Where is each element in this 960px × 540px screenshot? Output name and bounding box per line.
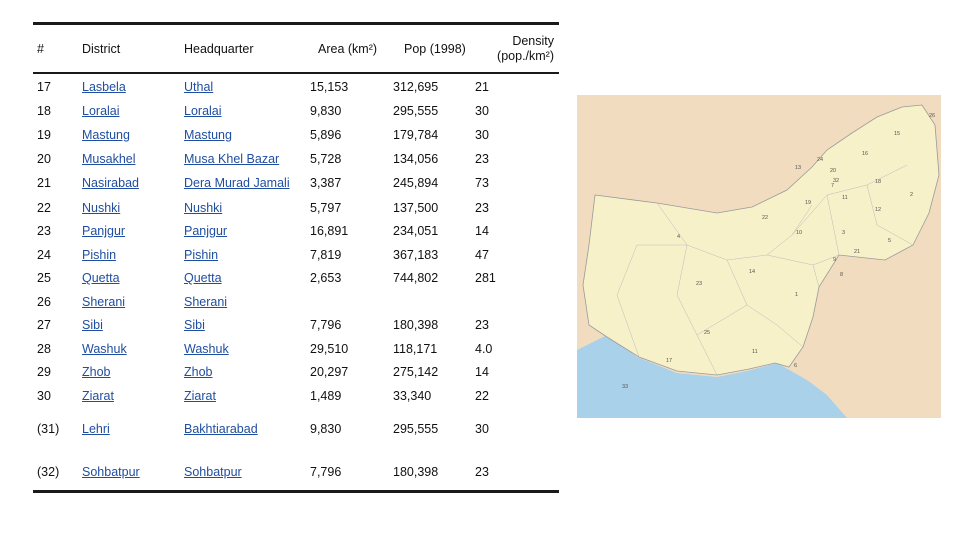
cell-district[interactable]: Nushki	[82, 201, 121, 215]
cell-district[interactable]: Lasbela	[82, 80, 126, 94]
cell-district[interactable]: Washuk	[82, 342, 127, 356]
header-density-line2: (pop./km²)	[497, 49, 554, 63]
cell-density: 23	[475, 465, 489, 479]
cell-density: 30	[475, 128, 489, 142]
map-district-number: 3	[842, 230, 846, 236]
cell-area: 5,797	[310, 201, 342, 215]
cell-headquarter[interactable]: Dera Murad Jamali	[184, 176, 290, 190]
cell-area: 9,830	[310, 422, 342, 436]
cell-density: 21	[475, 80, 489, 94]
cell-num: 18	[37, 104, 51, 118]
cell-pop: 295,555	[393, 104, 439, 118]
cell-district[interactable]: Quetta	[82, 271, 120, 285]
cell-num: 27	[37, 318, 51, 332]
cell-area: 3,387	[310, 176, 342, 190]
map-district-number: 20	[830, 168, 837, 174]
map-district-number: 14	[749, 269, 756, 275]
cell-num: 23	[37, 224, 51, 238]
cell-pop: 180,398	[393, 465, 439, 479]
cell-area: 1,489	[310, 389, 342, 403]
header-pop: Pop (1998)	[404, 42, 466, 56]
cell-num: 29	[37, 365, 51, 379]
cell-district[interactable]: Sohbatpur	[82, 465, 140, 479]
cell-density: 22	[475, 389, 489, 403]
cell-pop: 295,555	[393, 422, 439, 436]
cell-num: 24	[37, 248, 51, 262]
cell-num: 19	[37, 128, 51, 142]
map-district-number: 5	[888, 238, 892, 244]
header-headquarter: Headquarter	[184, 42, 254, 56]
cell-district[interactable]: Mastung	[82, 128, 130, 142]
header-area: Area (km²)	[318, 42, 378, 56]
cell-headquarter[interactable]: Quetta	[184, 271, 222, 285]
cell-area: 20,297	[310, 365, 349, 379]
cell-headquarter[interactable]: Panjgur	[184, 224, 228, 238]
map-district-number: 11	[752, 349, 758, 355]
cell-num: 25	[37, 271, 51, 285]
cell-num: 21	[37, 176, 51, 190]
cell-density: 30	[475, 422, 489, 436]
table-header-rule	[33, 72, 559, 74]
cell-area: 5,728	[310, 152, 342, 166]
cell-pop: 137,500	[393, 201, 439, 215]
cell-density: 23	[475, 201, 489, 215]
cell-headquarter[interactable]: Sherani	[184, 295, 228, 309]
cell-pop: 33,340	[393, 389, 432, 403]
cell-area: 2,653	[310, 271, 342, 285]
map-district-number: 6	[794, 363, 798, 369]
cell-headquarter[interactable]: Washuk	[184, 342, 229, 356]
cell-pop: 179,784	[393, 128, 439, 142]
cell-area: 7,819	[310, 248, 342, 262]
cell-headquarter[interactable]: Loralai	[184, 104, 222, 118]
map-district-number: 25	[704, 330, 711, 336]
map-district-number: 15	[894, 131, 901, 137]
cell-pop: 245,894	[393, 176, 439, 190]
map-district-number: 2	[910, 192, 914, 198]
cell-pop: 134,056	[393, 152, 439, 166]
cell-headquarter[interactable]: Bakhtiarabad	[184, 422, 258, 436]
cell-district[interactable]: Musakhel	[82, 152, 136, 166]
cell-num: 17	[37, 80, 51, 94]
balochistan-map	[577, 95, 941, 418]
cell-num: 26	[37, 295, 51, 309]
cell-headquarter[interactable]: Ziarat	[184, 389, 216, 403]
cell-district[interactable]: Sherani	[82, 295, 126, 309]
map-district-number: 7	[831, 183, 835, 189]
cell-pop: 744,802	[393, 271, 439, 285]
cell-area: 15,153	[310, 80, 349, 94]
cell-headquarter[interactable]: Uthal	[184, 80, 214, 94]
cell-district[interactable]: Ziarat	[82, 389, 114, 403]
cell-pop: 367,183	[393, 248, 439, 262]
cell-headquarter[interactable]: Sohbatpur	[184, 465, 242, 479]
cell-density: 47	[475, 248, 489, 262]
map-district-number: 19	[805, 200, 812, 206]
cell-pop: 180,398	[393, 318, 439, 332]
cell-district[interactable]: Zhob	[82, 365, 111, 379]
table-bottom-rule	[33, 490, 559, 493]
cell-num: 20	[37, 152, 51, 166]
cell-area: 29,510	[310, 342, 349, 356]
cell-district[interactable]: Lehri	[82, 422, 110, 436]
cell-area: 9,830	[310, 104, 342, 118]
cell-num: 22	[37, 201, 51, 215]
map-district-number: 10	[796, 230, 803, 236]
cell-headquarter[interactable]: Zhob	[184, 365, 213, 379]
map-district-number: 26	[929, 113, 936, 119]
map-district-number: 12	[875, 207, 882, 213]
header-district: District	[82, 42, 121, 56]
cell-headquarter[interactable]: Pishin	[184, 248, 219, 262]
map-district-number: 21	[854, 249, 861, 255]
map-district-number: 11	[842, 195, 848, 201]
cell-area: 7,796	[310, 318, 342, 332]
cell-density: 281	[475, 271, 496, 285]
cell-district[interactable]: Nasirabad	[82, 176, 139, 190]
map-district-number: 24	[817, 157, 824, 163]
cell-density: 14	[475, 224, 489, 238]
cell-area: 16,891	[310, 224, 349, 238]
cell-headquarter[interactable]: Sibi	[184, 318, 205, 332]
map-district-number: 8	[840, 272, 844, 278]
map-district-number: 9	[833, 257, 837, 263]
cell-pop: 312,695	[393, 80, 439, 94]
map-district-number: 32	[833, 178, 840, 184]
cell-district[interactable]: Loralai	[82, 104, 120, 118]
cell-num: 30	[37, 389, 51, 403]
cell-headquarter[interactable]: Mastung	[184, 128, 232, 142]
cell-headquarter[interactable]: Musa Khel Bazar	[184, 152, 280, 166]
map-district-number: 22	[762, 215, 769, 221]
header-density-line1: Density	[512, 34, 554, 48]
map-district-number: 23	[696, 281, 703, 287]
map-district-number: 18	[875, 179, 882, 185]
cell-district[interactable]: Sibi	[82, 318, 103, 332]
table-top-rule	[33, 22, 559, 25]
cell-density: 4.0	[475, 342, 493, 356]
map-district-number: 13	[795, 165, 802, 171]
cell-pop: 118,171	[393, 342, 438, 356]
cell-density: 30	[475, 104, 489, 118]
cell-area: 5,896	[310, 128, 342, 142]
map-district-number: 1	[795, 292, 799, 298]
cell-density: 14	[475, 365, 489, 379]
cell-density: 23	[475, 152, 489, 166]
header-density	[488, 34, 554, 64]
cell-density: 73	[475, 176, 489, 190]
cell-density: 23	[475, 318, 489, 332]
cell-num: (32)	[37, 465, 60, 479]
cell-district[interactable]: Pishin	[82, 248, 117, 262]
map-district-number: 4	[677, 234, 681, 240]
map-district-number: 16	[862, 151, 869, 157]
cell-num: 28	[37, 342, 51, 356]
cell-headquarter[interactable]: Nushki	[184, 201, 223, 215]
cell-district[interactable]: Panjgur	[82, 224, 126, 238]
cell-pop: 234,051	[393, 224, 439, 238]
cell-pop: 275,142	[393, 365, 439, 379]
header-num: #	[37, 42, 44, 56]
map-district-number: 33	[622, 384, 629, 390]
cell-area: 7,796	[310, 465, 342, 479]
cell-num: (31)	[37, 422, 60, 436]
map-district-number: 17	[666, 358, 673, 364]
